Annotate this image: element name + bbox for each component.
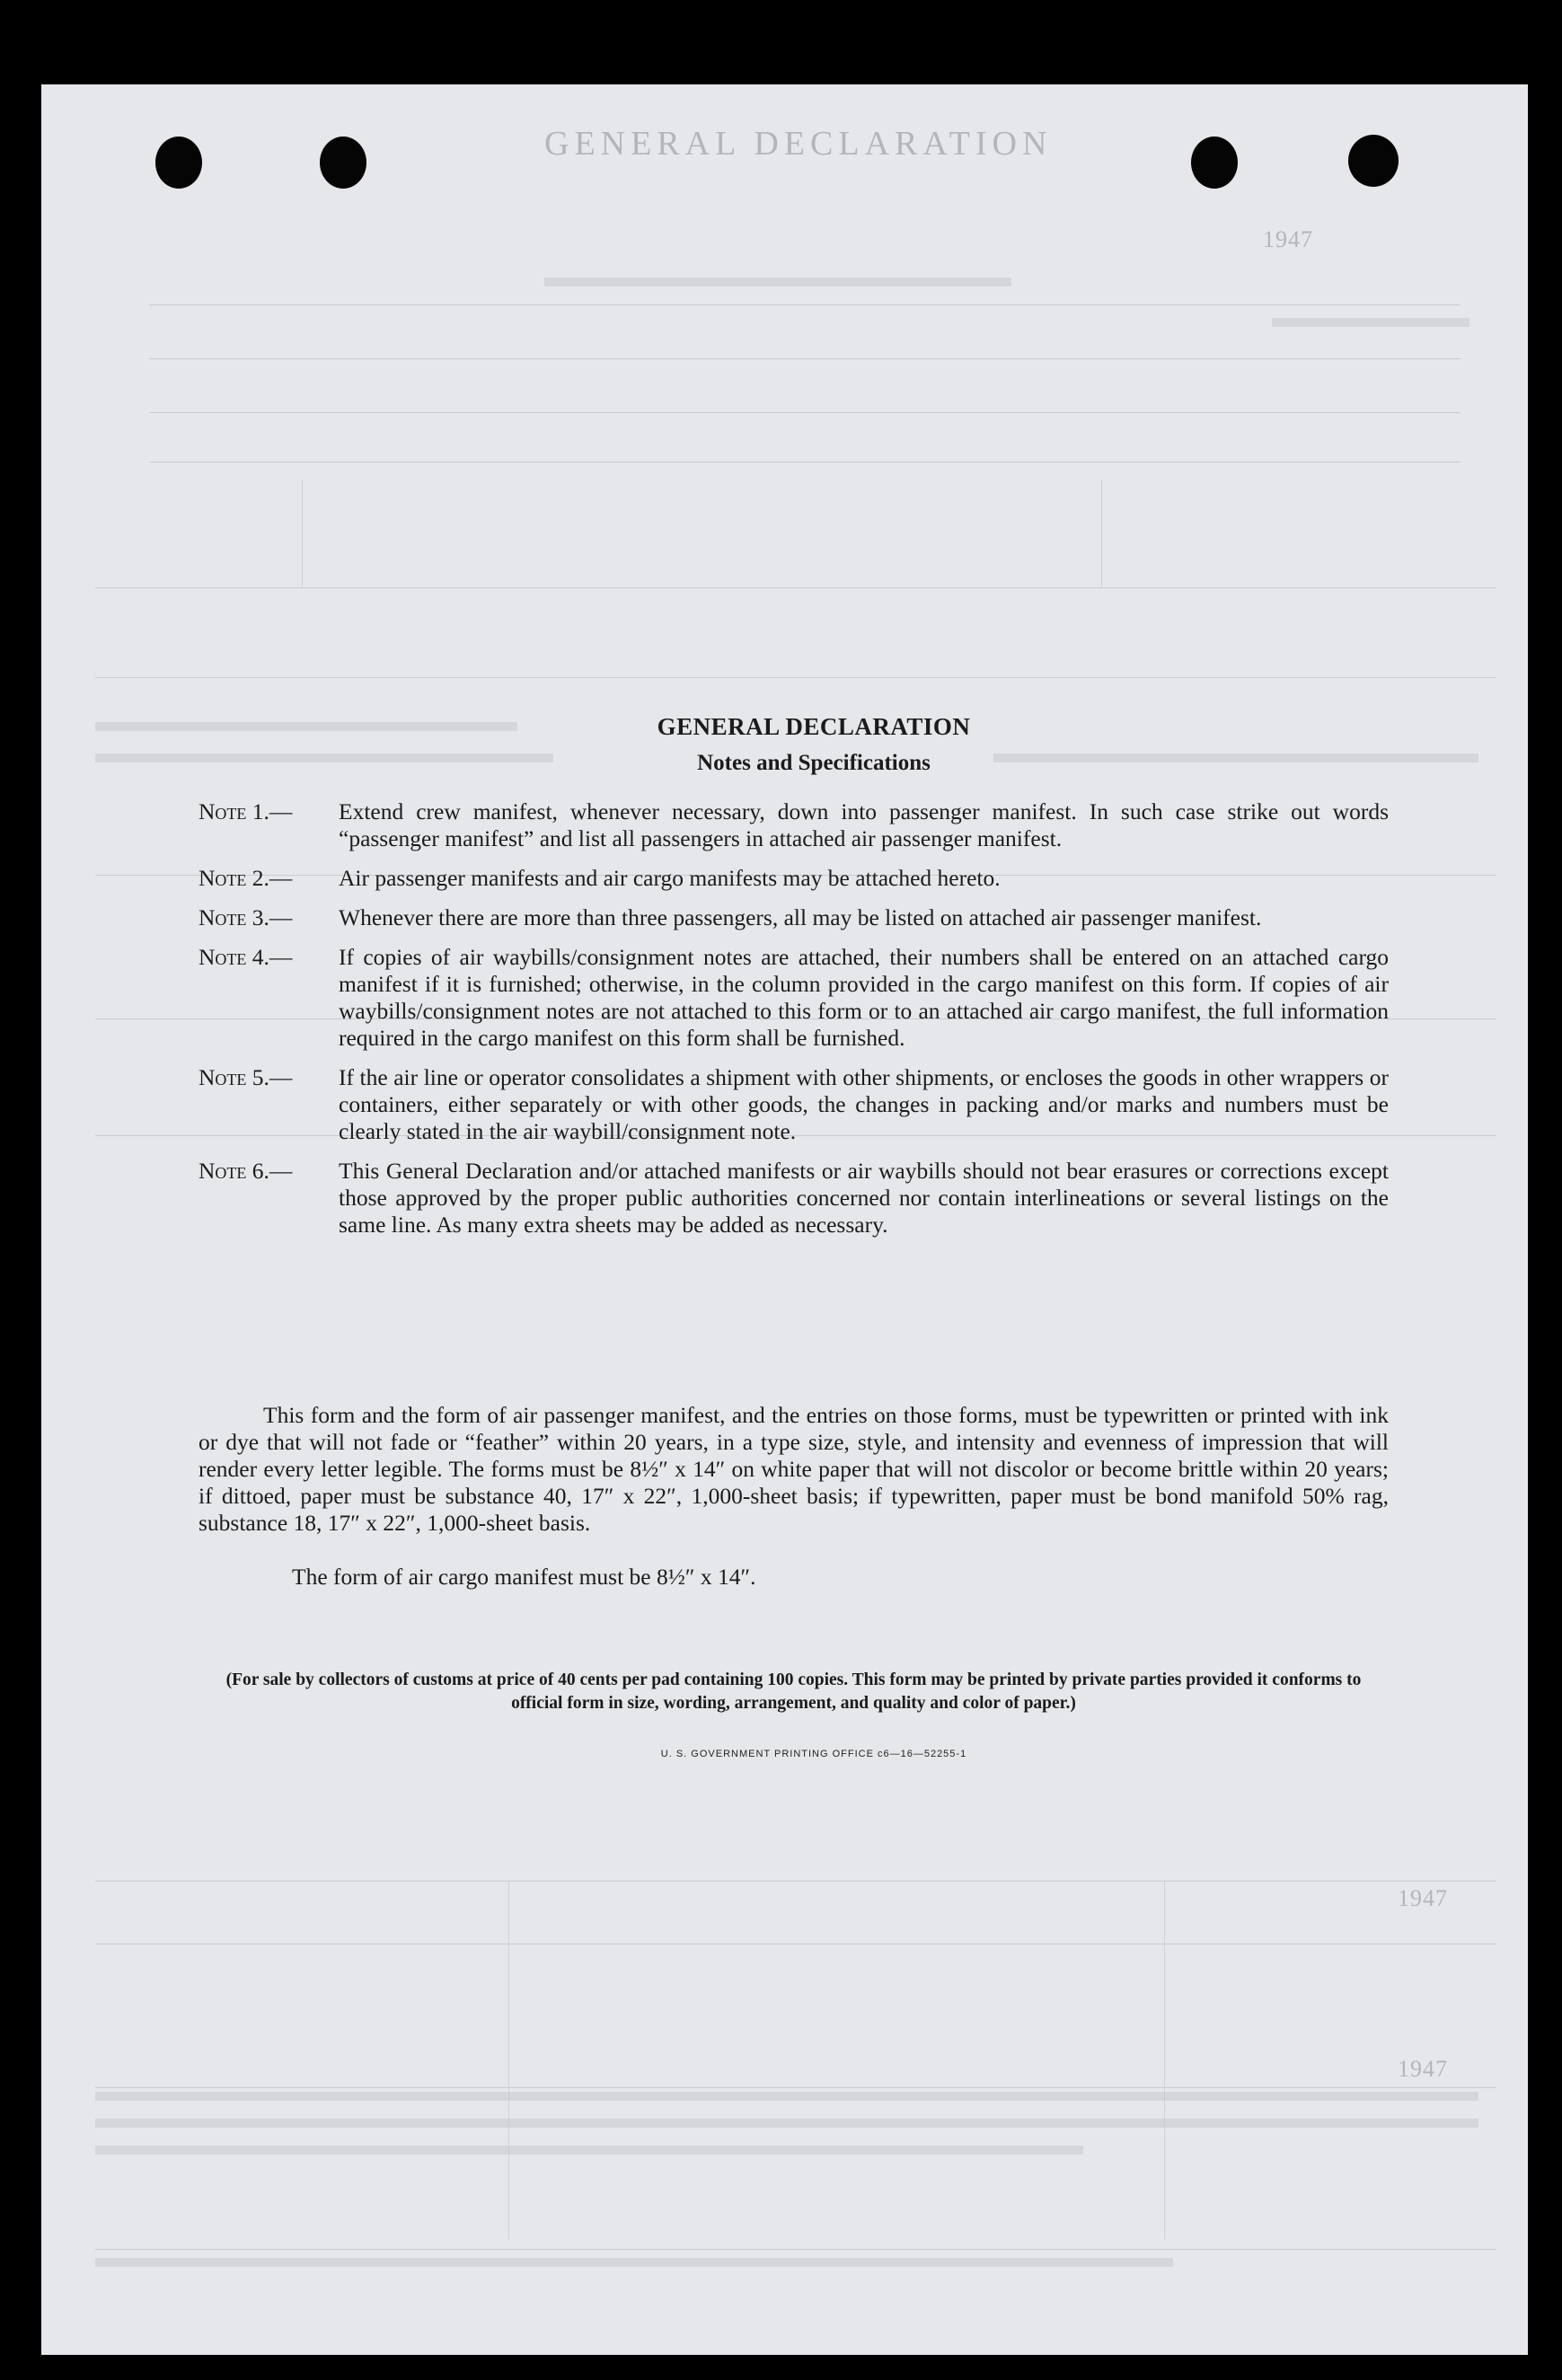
bleed-through-rule <box>95 677 1496 678</box>
bleed-through-line <box>95 2119 1478 2128</box>
bleed-through-rule <box>95 2087 1496 2088</box>
cargo-form-paragraph: The form of air cargo manifest must be 8½″ x 14″. <box>292 1564 756 1590</box>
bleed-through-rule <box>302 480 303 587</box>
printer-imprint: U. S. GOVERNMENT PRINTING OFFICE c6—16—52255-1 <box>660 1749 967 1759</box>
note-2 <box>199 865 1389 892</box>
bleed-through-number: 1947 <box>1398 1885 1448 1911</box>
note-label: Note 5.— <box>199 1064 293 1090</box>
note-text: This General Declaration and/or attached manifests or air waybills should not bear erasures or corrections except those approved by the proper public authorities concerned nor contain interlineations or several listings on the same line. As many extra sheets may be added as necessary. <box>339 1158 1389 1238</box>
bleed-through-line <box>95 2092 1478 2101</box>
sale-notice: (For sale by collectors of customs at price of 40 cents per pad containing 100 copies. This form may be printed by private parties provided it conforms to official form in size, wording, arrangement, and quality and color of paper.) <box>225 1670 1362 1713</box>
punch-hole <box>1191 137 1238 189</box>
bleed-through-rule <box>95 1881 1496 1882</box>
bleed-through-rule <box>1101 480 1102 587</box>
bleed-through-line <box>544 278 1011 286</box>
note-text: Air passenger manifests and air cargo manifests may be attached hereto. <box>339 865 1001 891</box>
bleed-through-number: 1947 <box>1398 2056 1448 2082</box>
note-label: Note 3.— <box>199 904 293 930</box>
document-title: GENERAL DECLARATION <box>657 713 971 740</box>
note-label: Note 6.— <box>199 1158 293 1184</box>
bleed-through-rule <box>1164 1881 1165 2240</box>
bleed-through-rule <box>149 462 1461 463</box>
note-text: Extend crew manifest, whenever necessary, down into passenger manifest. In such case strike out words “passenger manifest” and list all passengers in attached air passenger manifest. <box>339 798 1389 851</box>
note-text: Whenever there are more than three passengers, all may be listed on attached air passenger manifest. <box>339 904 1262 930</box>
note-1 <box>199 798 1389 852</box>
note-text: If copies of air waybills/consignment notes are attached, their numbers shall be entered on an attached cargo manifest if it is furnished; otherwise, in the column provided in the cargo manifest on this form. If copies of air waybills/consignment notes are not attached to this form or to an attached air cargo manifest, the full information required in the cargo manifest on this form shall be furnished. <box>339 944 1389 1051</box>
note-text: If the air line or operator consolidates a shipment with other shipments, or encloses the goods in other wrappers or containers, either separately or with other goods, the changes in packing and/or marks and numbers must be clearly stated in the air waybill/consignment note. <box>339 1064 1389 1144</box>
notes-list <box>199 798 1389 1251</box>
punch-hole <box>155 137 202 189</box>
note-label: Note 4.— <box>199 944 293 970</box>
punch-hole <box>1348 135 1399 187</box>
bleed-through-rule <box>149 412 1461 413</box>
bleed-through-rule <box>149 358 1461 359</box>
bleed-through-rule <box>149 304 1461 305</box>
bleed-through-line <box>95 2146 1083 2155</box>
note-4 <box>199 944 1389 1052</box>
bleed-through-line <box>95 2258 1173 2267</box>
bleed-through-title: GENERAL DECLARATION <box>544 125 1053 163</box>
note-6 <box>199 1158 1389 1238</box>
bleed-through-rule <box>95 587 1496 588</box>
document-page <box>41 84 1528 2355</box>
document-subtitle: Notes and Specifications <box>697 751 931 775</box>
note-label: Note 2.— <box>199 865 293 891</box>
bleed-through-rule <box>95 2249 1496 2250</box>
bleed-through-number: 1947 <box>1263 226 1313 252</box>
specification-paragraph: This form and the form of air passenger manifest, and the entries on those forms, must be typewritten or printed with ink or dye that will not fade or “feather” within 20 years, in a type size, style, and intensity and evenness of impression that will render every letter legible. The forms must be 8½″ x 14″ on white paper that will not discolor or become brittle within 20 years; if dittoed, paper must be substance 40, 17″ x 22″, 1,000-sheet basis; if typewritten, paper must be bond manifold 50% rag, substance 18, 17″ x 22″, 1,000-sheet basis. <box>199 1402 1389 1536</box>
note-3 <box>199 904 1389 931</box>
note-label: Note 1.— <box>199 798 293 824</box>
bleed-through-line <box>1272 318 1469 327</box>
punch-hole <box>320 137 366 189</box>
note-5 <box>199 1064 1389 1145</box>
bleed-through-rule <box>508 1881 509 2240</box>
